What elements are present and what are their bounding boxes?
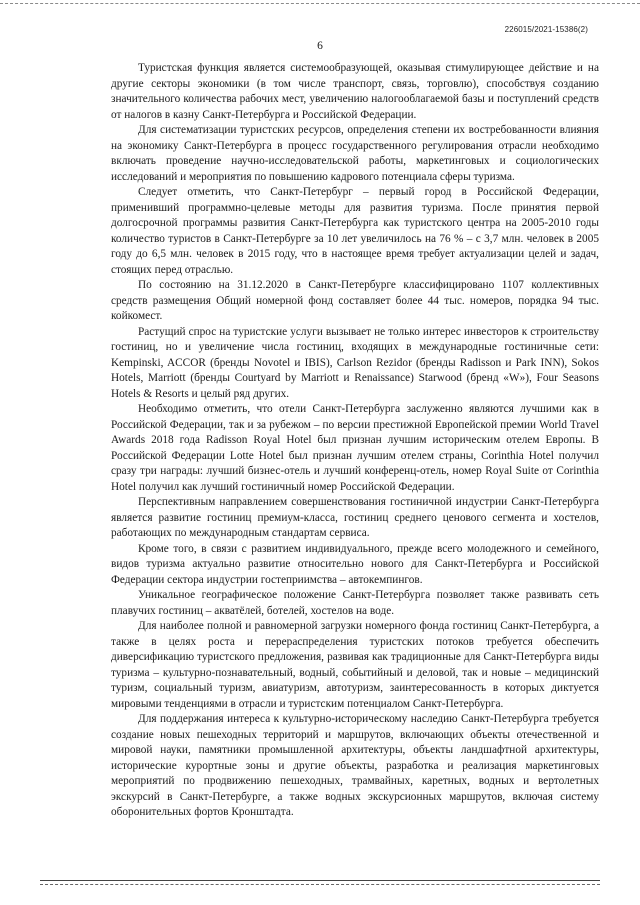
paragraph: Для систематизации туристских ресурсов, определения степени их востребованности влияния на экономику Санкт-Петербурга в процесс государственного регулирования отрасли необходимо включать проведение научно-исследовательской работы, маркетинговых и социологических исследований и мероприятия по повышению кадрового потенциала сферы туризма.	[111, 124, 599, 183]
paragraph: Необходимо отметить, что отели Санкт-Петербурга заслуженно являются лучшими как в Российской Федерации, так и за рубежом – по версии престижной Европейской премии World Travel Awards 2018 года Radisson Royal Hotel был признан лучшим историческим отелем Европы. В Российской Федерации Lotte Hotel был признан лучшим отелем страны, Corinthia Hotel получил сразу три награды: лучший бизнес-отель и лучший конференц-отель, номер Royal Suite от Corinthia Hotel получил как лучший гостиничный номер Российской Федерации.	[111, 403, 599, 493]
page-number: 6	[317, 40, 323, 52]
paragraph: Для поддержания интереса к культурно-историческому наследию Санкт-Петербурга требуется создание новых пешеходных территорий и маршрутов, включающих объекты отечественной и мировой науки, памятники промышленной архитектуры, объекты ландшафтной архитектуры, исторические курортные зоны и другие объекты, разработка и реализация маркетинговых мероприятий по продвижению пешеходных, трамвайных, каретных, водных и вертолетных экскурсий в Санкт-Петербурге, а также водных экскурсионных маршрутов, включая систему оборонительных фортов Кронштадта.	[111, 713, 599, 818]
paragraph: Следует отметить, что Санкт-Петербург – первый город в Российской Федерации, применивший программно-целевые методы для развития туризма. После принятия первой долгосрочной программы развития Санкт-Петербурга как туристского центра на 2005-2010 годы количество туристов в Санкт-Петербурге за 10 лет увеличилось на 76 % – с 3,7 млн. человек в 2005 году до 6,5 млн. человек в 2015 году, что в настоящее время требует актуализации целей и задач, стоящих перед отраслью.	[111, 186, 599, 276]
paragraph: Кроме того, в связи с развитием индивидуального, прежде всего молодежного и семейного, видов туризма актуально развитие относительно нового для Санкт-Петербурга и Российской Федерации сектора индустрии гостеприимства – автокемпингов.	[111, 542, 599, 586]
paragraph: Растущий спрос на туристские услуги вызывает не только интерес инвесторов к строительству гостиниц, но и увеличение числа гостиниц, входящих в международные гостиничные сети: Kempinski, ACCOR (бренды Novotel и IBIS), Carlson Rezidor (бренды Radisson и Park INN), Sokos Hotels, Marriott (бренды Courtyard by Marriott и Renaissance) Starwood (бренд «W»), Four Seasons Hotels & Resorts и целый ряд других.	[111, 325, 599, 400]
paragraph: Для наиболее полной и равномерной загрузки номерного фонда гостиниц Санкт-Петербурга, а также в целях роста и перераспределения туристских потоков требуется обеспечить диверсификацию туристского предложения, развивая как традиционные для Санкт-Петербурга виды туризма – культурно-познавательный, водный, событийный и деловой, так и новые – медицинский туризм, социальный туризм, авиатуризм, автотуризм, заинтересованность в которых диктуется мировыми тенденциями в отрасли и туристским потенциалом Санкт-Петербурга.	[111, 620, 599, 710]
document-registration-number: 226015/2021-15386(2)	[504, 25, 588, 34]
paragraph: По состоянию на 31.12.2020 в Санкт-Петербурге классифицировано 1107 коллективных средств размещения Общий номерной фонд составляет более 44 тыс. номеров, порядка 94 тыс. койкомест.	[111, 279, 599, 322]
top-border-line	[0, 3, 640, 4]
bottom-border-line	[40, 880, 600, 881]
paragraph: Туристская функция является системообразующей, оказывая стимулирующее действие и на другие секторы экономики (в том числе транспорт, связь, торговлю), способствуя созданию значительного количества рабочих мест, увеличению налогооблагаемой базы и поступлений средств от налогов в казну Санкт-Петербурга и Российской Федерации.	[111, 62, 599, 121]
document-body	[111, 61, 599, 821]
paragraph: Уникальное географическое положение Санкт-Петербурга позволяет также развивать сеть плавучих гостиниц – акватёлей, ботелей, хостелов на воде.	[111, 589, 599, 617]
bottom-border-line-dashed	[40, 884, 600, 885]
paragraph: Перспективным направлением совершенствования гостиничной индустрии Санкт-Петербурга является развитие гостиниц премиум-класса, гостиниц среднего ценового сегмента и хостелов, работающих по международным стандартам сервиса.	[111, 496, 599, 539]
